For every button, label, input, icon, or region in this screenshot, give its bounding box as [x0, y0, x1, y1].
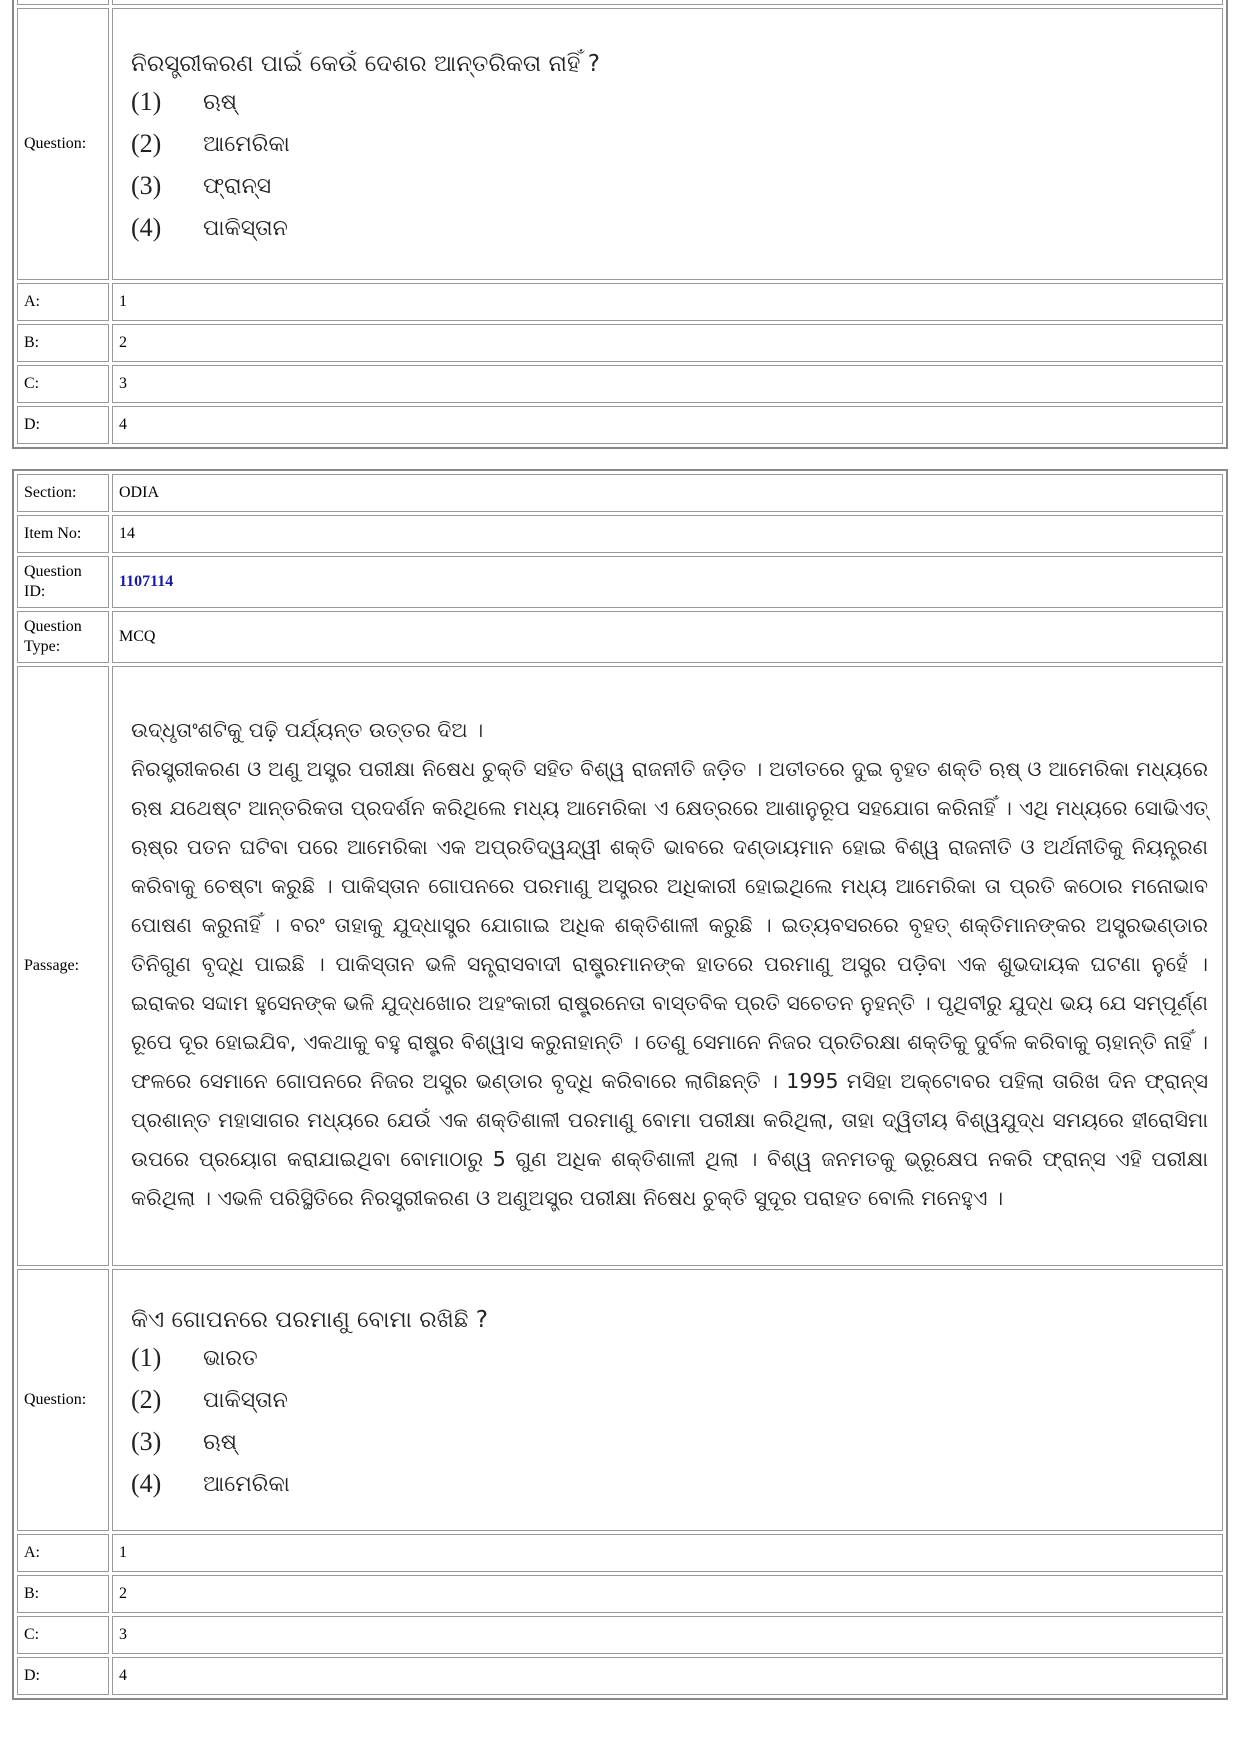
answer-d-value: 4	[112, 406, 1223, 444]
option-text: ଭାରତ	[203, 1345, 258, 1371]
question-id-label: Question ID:	[17, 556, 109, 608]
option-number: (4)	[131, 213, 162, 242]
option-number: (2)	[131, 129, 162, 158]
option-text: ଆମେରିକା	[203, 1471, 290, 1497]
option-item	[131, 1427, 1216, 1457]
option-item	[131, 1343, 1216, 1373]
question-id-cell	[112, 556, 1223, 608]
cut-off-value-cell	[112, 0, 1223, 5]
option-number: (3)	[131, 1427, 162, 1456]
question-cell	[112, 8, 1223, 280]
passage-text	[119, 701, 1216, 1232]
answer-b-label: B:	[17, 324, 109, 362]
option-text: ଋଷ୍	[203, 89, 237, 115]
option-number: (1)	[131, 1343, 162, 1372]
answer-a-label: A:	[17, 1534, 109, 1572]
section-value: ODIA	[112, 474, 1223, 512]
option-item	[131, 1385, 1216, 1415]
question-type-label: Question Type:	[17, 611, 109, 663]
option-text: ପାକିସ୍ତାନ	[203, 1387, 288, 1413]
option-number: (1)	[131, 87, 162, 116]
question-text: ନିରସ୍ତ୍ରୀକରଣ ପାଇଁ କେଉଁ ଦେଶର ଆନ୍ତରିକତା ନାହିଁ ?	[131, 51, 600, 77]
answer-c-label: C:	[17, 1616, 109, 1654]
option-item	[131, 87, 1216, 117]
passage-intro: ଉଦ୍ଧୃତାଂଶଟିକୁ ପଢ଼ି ପର୍ଯ୍ୟନ୍ତ ଉତ୍ତର ଦିଅ ।	[131, 717, 484, 742]
answer-b-label: B:	[17, 1575, 109, 1613]
option-text: ଋଷ୍	[203, 1429, 237, 1455]
option-item	[131, 129, 1216, 159]
answer-a-value: 1	[112, 1534, 1223, 1572]
option-number: (2)	[131, 1385, 162, 1414]
option-number: (4)	[131, 1469, 162, 1498]
passage-cell	[112, 666, 1223, 1266]
item-no-label: Item No:	[17, 515, 109, 553]
passage-body: ନିରସ୍ତ୍ରୀକରଣ ଓ ଅଣୁ ଅସ୍ତ୍ର ପରୀକ୍ଷା ନିଷେଧ ଚୁକ୍ତି ସହିତ ବିଶ୍ୱ ରାଜନୀତି ଜଡ଼ିତ । ଅତୀତରେ ଦୁଇ ବୃହତ ଶକ୍ତି ଋଷ୍ ଓ ଆମେରିକା ମଧ୍ୟରେ ଋଷ ଯଥେଷ୍ଟ ଆନ୍ତରିକତା ପ୍ରଦର୍ଶନ କରିଥିଲେ ମଧ୍ୟ ଆମେରିକା ଏ କ୍ଷେତ୍ରରେ ଆଶାନୁରୂପ ସହଯୋଗ କରିନାହିଁ । ଏଥି ମଧ୍ୟରେ ସୋଭିଏତ୍ ଋଷ୍‌ର ପତନ ଘଟିବା ପରେ ଆମେରିକା ଏକ ଅପ୍ରତିଦ୍ୱନ୍ଦ୍ୱୀ ଶକ୍ତି ଭାବରେ ଦଣ୍ଡାୟମାନ ହୋଇ ବିଶ୍ୱ ରାଜନୀତି ଓ ଅର୍ଥନୀତିକୁ ନିୟନ୍ତ୍ରଣ କରିବାକୁ ଚେଷ୍ଟା କରୁଛି । ପାକିସ୍ତାନ ଗୋପନରେ ପରମାଣୁ ଅସ୍ତ୍ରର ଅଧିକାରୀ ହୋଇଥିଲେ ମଧ୍ୟ ଆମେରିକା ତା ପ୍ରତି କଠୋର ମନୋଭାବ ପୋଷଣ କରୁନାହିଁ । ବରଂ ତାହାକୁ ଯୁଦ୍ଧାସ୍ତ୍ର ଯୋଗାଇ ଅଧିକ ଶକ୍ତିଶାଳୀ କରୁଛି । ଇତ୍ୟବସରରେ ବୃହତ୍ ଶକ୍ତିମାନଙ୍କର ଅସ୍ତ୍ରଭଣ୍ଡାର ତିନିଗୁଣ ବୃଦ୍ଧି ପାଇଛି । ପାକିସ୍ତାନ ଭଳି ସନ୍ତ୍ରାସବାଦୀ ରାଷ୍ଟ୍ରମାନଙ୍କ ହାତରେ ପରମାଣୁ ଅସ୍ତ୍ର ପଡ଼ିବା ଏକ ଶୁଭଦାୟକ ଘଟଣା ନୁହେଁ । ଇରାକର ସଦ୍ଦାମ ହୁସେନଙ୍କ ଭଳି ଯୁଦ୍ଧଖୋର ଅହଂକାରୀ ରାଷ୍ଟ୍ରନେତା ବାସ୍ତବିକ ପ୍ରତି ସଚେତନ ନୁହନ୍ତି । ପୃଥିବୀରୁ ଯୁଦ୍ଧ ଭୟ ଯେ ସମ୍ପୂର୍ଣ୍ଣ ରୂପେ ଦୂର ହୋଇଯିବ, ଏକଥାକୁ ବହୁ ରାଷ୍ଟ୍ର ବିଶ୍ୱାସ କରୁନାହାନ୍ତି । ତେଣୁ ସେମାନେ ନିଜର ପ୍ରତିରକ୍ଷା ଶକ୍ତିକୁ ଦୁର୍ବଳ କରିବାକୁ ଚାହାନ୍ତି ନାହିଁ । ଫଳରେ ସେମାନେ ଗୋପନରେ ନିଜର ଅସ୍ତ୍ର ଭଣ୍ଡାର ବୃଦ୍ଧି କରିବାରେ ଲାଗିଛନ୍ତି । 1995 ମସିହା ଅକ୍ଟୋବର ପହିଲା ତାରିଖ ଦିନ ଫ୍ରାନ୍ସ ପ୍ରଶାନ୍ତ ମହାସାଗର ମଧ୍ୟରେ ଯେଉଁ ଏକ ଶକ୍ତିଶାଳୀ ପରମାଣୁ ବୋମା ପରୀକ୍ଷା କରିଥିଲା, ତାହା ଦ୍ୱିତୀୟ ବିଶ୍ୱଯୁଦ୍ଧ ସମୟରେ ହୀରୋସିମା ଉପରେ ପ୍ରୟୋଗ କରାଯାଇଥିବା ବୋମାଠାରୁ 5 ଗୁଣ ଅଧିକ ଶକ୍ତିଶାଳୀ ଥିଲା । ବିଶ୍ୱ ଜନମତକୁ ଭ୍ରୂକ୍ଷେପ ନକରି ଫ୍ରାନ୍ସ ଏହି ପରୀକ୍ଷା କରିଥିଲା । ଏଭଳି ପରିସ୍ଥିତିରେ ନିରସ୍ତ୍ରୀକରଣ ଓ ଅଣୁଅସ୍ତ୍ର ପରୀକ୍ଷା ନିଷେଧ ଚୁକ୍ତି ସୁଦୂର ପରାହତ ବୋଲି ମନେହୁଏ ।	[131, 756, 1208, 1210]
question-label: Question:	[17, 8, 109, 280]
answer-a-value: 1	[112, 283, 1223, 321]
passage-label: Passage:	[17, 666, 109, 1266]
option-number: (3)	[131, 171, 162, 200]
answer-a-label: A:	[17, 283, 109, 321]
option-text: ଫ୍ରାନ୍ସ	[203, 173, 272, 199]
answer-d-value: 4	[112, 1657, 1223, 1695]
answer-c-value: 3	[112, 1616, 1223, 1654]
answer-c-label: C:	[17, 365, 109, 403]
question-item-table	[12, 0, 1228, 449]
option-text: ଆମେରିକା	[203, 131, 290, 157]
question-cell	[112, 1269, 1223, 1531]
answer-c-value: 3	[112, 365, 1223, 403]
option-text: ପାକିସ୍ତାନ	[203, 215, 288, 241]
option-item	[131, 171, 1216, 201]
answer-d-label: D:	[17, 1657, 109, 1695]
answer-b-value: 2	[112, 1575, 1223, 1613]
question-item-table	[12, 469, 1228, 1700]
section-label: Section:	[17, 474, 109, 512]
option-item	[131, 213, 1216, 243]
option-item	[131, 1469, 1216, 1499]
question-type-value: MCQ	[112, 611, 1223, 663]
question-label: Question:	[17, 1269, 109, 1531]
question-id-value: 1107114	[119, 573, 174, 590]
answer-d-label: D:	[17, 406, 109, 444]
question-text: କିଏ ଗୋପନରେ ପରମାଣୁ ବୋମା ରଖିଛି ?	[131, 1307, 488, 1333]
cut-off-label-cell	[17, 0, 109, 5]
answer-b-value: 2	[112, 324, 1223, 362]
item-no-value: 14	[112, 515, 1223, 553]
